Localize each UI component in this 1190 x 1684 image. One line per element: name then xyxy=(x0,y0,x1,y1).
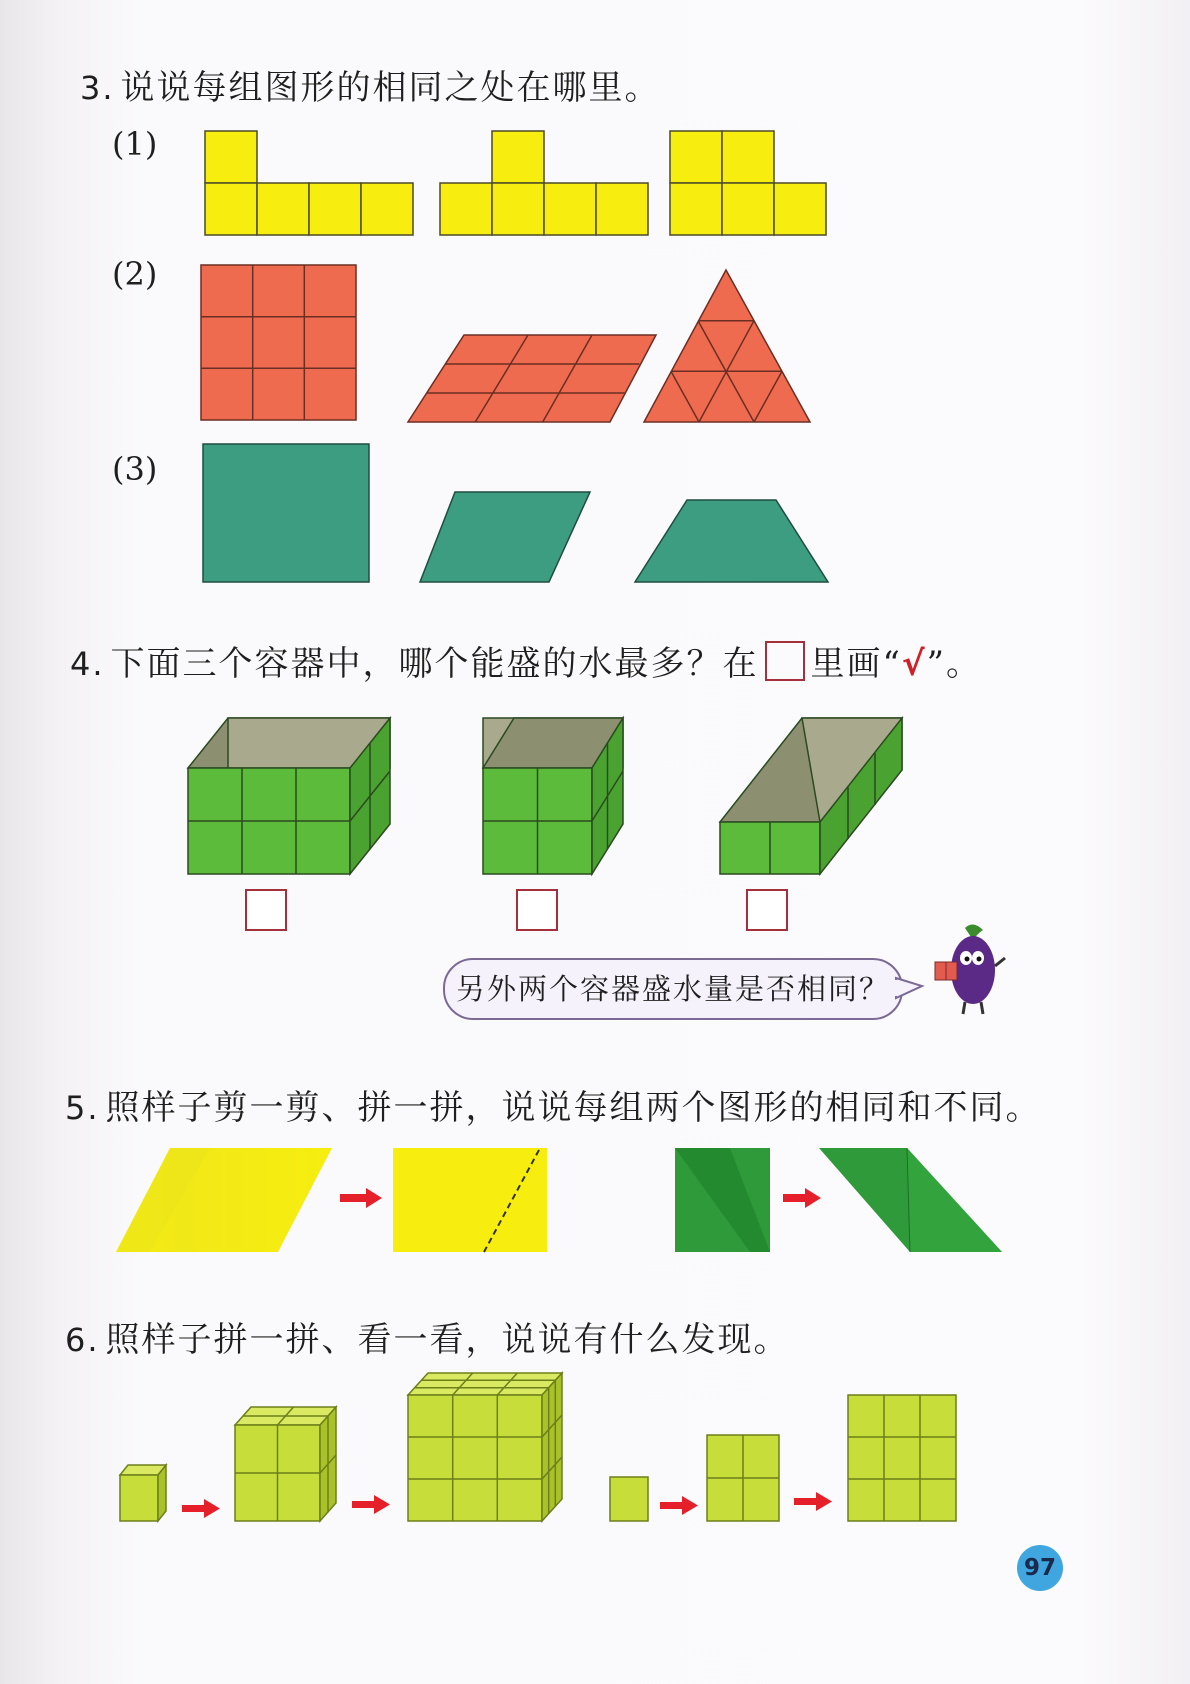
hint-bubble-text: 另外两个容器盛水量是否相同？ xyxy=(455,972,890,1006)
checkbox-sample xyxy=(765,641,805,681)
question-4-text-before: 下面三个容器中，哪个能盛的水最多？在 xyxy=(110,644,759,684)
question-4-text-middle: 里画“ xyxy=(810,644,902,684)
question-6-number: 6. xyxy=(65,1321,100,1359)
tick-mark: √ xyxy=(901,644,927,684)
arrow-right-icon xyxy=(340,1188,382,1208)
group-2-label: (2) xyxy=(112,255,158,293)
arrow-right-icon xyxy=(783,1188,821,1208)
group-3-shapes xyxy=(195,440,835,600)
container-3 xyxy=(720,718,902,874)
question-4-number: 4. xyxy=(70,645,105,683)
container-1 xyxy=(188,718,390,874)
question-3-number: 3. xyxy=(80,69,115,107)
group-1-label: (1) xyxy=(112,125,158,163)
group-2-shapes xyxy=(195,260,835,430)
group-1-shapes xyxy=(195,125,835,245)
question-4 xyxy=(70,636,982,685)
question-3-text: 说说每组图形的相同之处在哪里。 xyxy=(120,68,661,108)
arrow-right-icon xyxy=(352,1495,390,1514)
arrow-right-icon xyxy=(182,1499,220,1518)
hint-bubble xyxy=(443,958,903,1020)
container-2 xyxy=(483,718,623,874)
question-4-text-after: ”。 xyxy=(926,644,982,684)
question-5-number: 5. xyxy=(65,1089,100,1127)
answer-box-3[interactable] xyxy=(746,889,788,931)
eggplant-mascot-icon xyxy=(925,918,1015,1018)
containers xyxy=(180,710,940,880)
question-3 xyxy=(80,60,661,109)
arrow-right-icon xyxy=(660,1496,698,1515)
question-5-text: 照样子剪一剪、拼一拼，说说每组两个图形的相同和不同。 xyxy=(105,1088,1042,1128)
arrow-right-icon xyxy=(794,1492,832,1511)
group-3-label: (3) xyxy=(112,450,158,488)
answer-box-1[interactable] xyxy=(245,889,287,931)
question-6-text: 照样子拼一拼、看一看，说说有什么发现。 xyxy=(105,1320,790,1360)
bubble-tail xyxy=(896,972,926,1002)
question-5 xyxy=(65,1080,1042,1129)
answer-box-2[interactable] xyxy=(516,889,558,931)
question-6 xyxy=(65,1312,790,1361)
cube-building-shapes xyxy=(110,1365,1030,1540)
cut-and-join-shapes xyxy=(110,1140,1010,1260)
page-number: 97 xyxy=(1017,1545,1063,1591)
